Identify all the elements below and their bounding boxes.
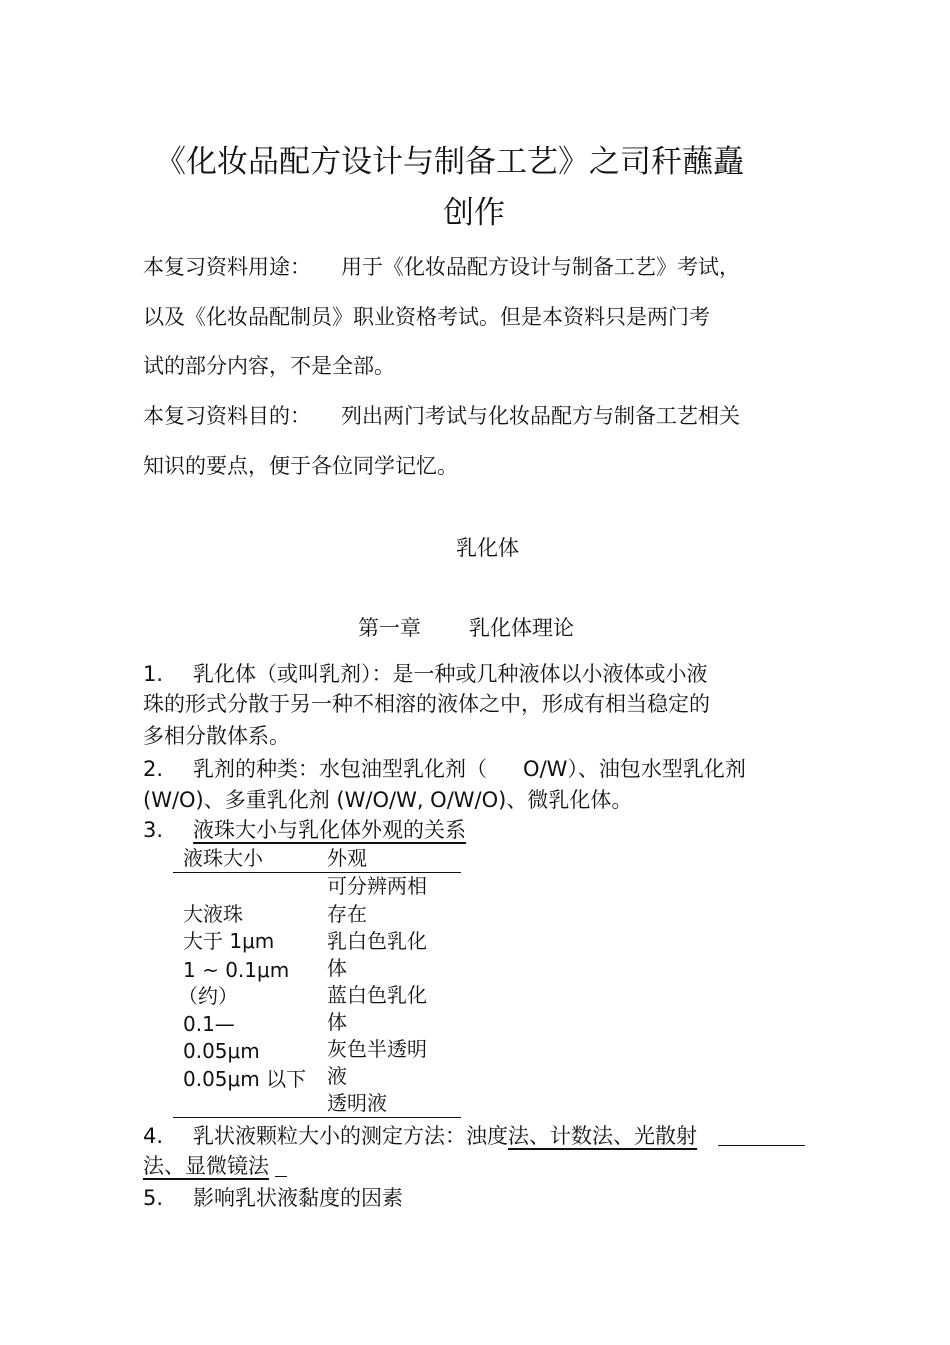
table-header-appearance: 外观 [327,846,367,870]
purpose-line-1 [143,253,740,281]
goal-line-1 [143,402,740,430]
item-4-trailing-rule [718,1145,805,1146]
item-2-number: 2. [143,757,164,781]
item-1-number: 1. [143,662,164,686]
chapter-number: 第一章 [358,616,421,640]
purpose-line-2: 以及《化妆品配制员》职业资格考试。但是本资料只是两门考 [143,305,710,329]
table-col1-line-2: 大于 1μm [183,929,275,953]
table-header-size: 液珠大小 [183,846,263,870]
table-col1-line-5: 0.1— [183,1012,235,1036]
item-4-text-a: 乳状液颗粒大小的测定方法：浊度 [193,1124,509,1148]
purpose-text: 用于《化妆品配方设计与制备工艺》考试， [341,255,740,279]
item-2-line-2: (W/O)、多重乳化剂 (W/O/W, O/W/O)、微乳化体。 [143,788,633,812]
goal-label: 本复习资料目的： [143,404,311,428]
table-col2-line-2: 存在 [327,902,367,926]
table-col2-line-4: 体 [327,956,347,980]
item-1-text: 乳化体（或叫乳剂）：是一种或几种液体以小液体或小液 [193,662,708,686]
table-col2-line-7: 灰色半透明 [327,1037,427,1061]
item-1-line-2: 珠的形式分散于另一种不相溶的液体之中，形成有相当稳定的 [143,692,710,716]
item-3-heading: 液珠大小与乳化体外观的关系 [193,818,467,842]
table-col1-line-1: 大液珠 [183,902,243,926]
item-1-line-1 [143,660,708,688]
table-col2-line-3: 乳白色乳化 [327,929,427,953]
table-col1-line-4: （约） [178,984,238,1008]
item-2-text-a: 乳剂的种类：水包油型乳化剂（ [193,757,488,781]
purpose-line-3: 试的部分内容，不是全部。 [143,354,395,378]
item-2-text-b: O/W）、油包水型乳化剂 [523,757,746,781]
table-col2-line-5: 蓝白色乳化 [327,983,427,1007]
section-title: 乳化体 [456,536,519,560]
item-4-number: 4. [143,1124,164,1148]
item-5-line [143,1184,403,1212]
table-bottom-rule [173,1117,461,1118]
table-col2-line-6: 体 [327,1010,347,1034]
item-5-number: 5. [143,1186,164,1210]
purpose-label: 本复习资料用途： [143,255,311,279]
item-2-line-1 [143,755,746,783]
item-4-text-c: 法、显微镜法 [143,1154,269,1178]
chapter-heading [358,614,574,642]
goal-line-2: 知识的要点，便于各位同学记忆。 [143,454,458,478]
item-3-line [143,816,466,844]
item-4-line-2-trailing-rule [275,1176,287,1177]
table-col2-line-8: 液 [327,1064,347,1088]
table-col1-line-7: 0.05μm 以下 [183,1067,307,1091]
document-title-line-1: 《化妆品配方设计与制备工艺》之司秆蘸矗 [155,144,744,180]
item-1-line-3: 多相分散体系。 [143,724,290,748]
chapter-name: 乳化体理论 [469,616,574,640]
goal-text: 列出两门考试与化妆品配方与制备工艺相关 [341,404,740,428]
table-col2-line-1: 可分辨两相 [327,874,427,898]
document-title-line-2: 创作 [443,195,505,231]
item-3-number: 3. [143,818,164,842]
table-col1-line-3: 1 ~ 0.1μm [183,958,290,982]
table-col2-line-9: 透明液 [327,1091,387,1115]
item-5-text: 影响乳状液黏度的因素 [193,1186,404,1210]
item-4-text-b: 法、计数法、光散射 [508,1124,698,1148]
item-4-line-1 [143,1122,697,1150]
table-col1-line-6: 0.05μm [183,1039,260,1063]
item-4-line-2 [143,1152,269,1180]
